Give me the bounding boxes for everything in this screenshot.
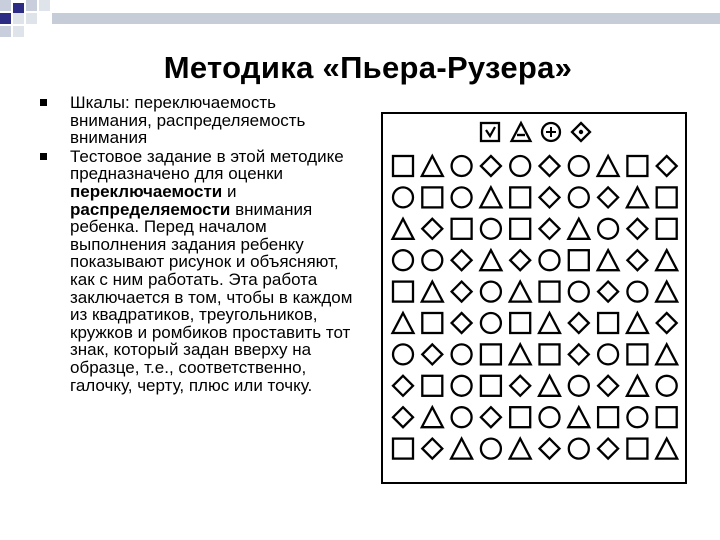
square-shape [627, 439, 647, 459]
bullet-square-icon [40, 153, 47, 160]
bullet-text-part: и [222, 181, 237, 201]
circle-shape [510, 156, 530, 176]
square-shape [422, 313, 442, 333]
shape-row [393, 313, 677, 333]
square-shape [627, 156, 647, 176]
bullet-item-scales [40, 94, 358, 147]
diamond-shape [598, 376, 618, 396]
triangle-shape [539, 376, 560, 396]
circle-shape [393, 250, 413, 270]
circle-shape [481, 219, 501, 239]
square-shape [393, 439, 413, 459]
diamond-shape [510, 250, 530, 270]
triangle-shape [512, 123, 531, 141]
square-shape [481, 344, 501, 364]
square-shape [540, 344, 560, 364]
square-shape [393, 156, 413, 176]
diamond-with-dot-icon [572, 123, 590, 141]
square-with-check-icon [481, 123, 499, 141]
shape-row [393, 156, 677, 176]
triangle-shape [568, 407, 589, 427]
circle-shape [481, 282, 501, 302]
square-shape [598, 407, 618, 427]
circle-shape [627, 407, 647, 427]
circle-shape [481, 439, 501, 459]
triangle-shape [422, 156, 443, 176]
square-shape [657, 187, 677, 207]
triangle-shape [656, 439, 677, 459]
circle-shape [569, 282, 589, 302]
diamond-shape [540, 156, 560, 176]
shape-row [393, 187, 677, 207]
square-shape [422, 376, 442, 396]
triangle-shape [627, 187, 648, 207]
circle-shape [393, 187, 413, 207]
diamond-shape [569, 344, 589, 364]
bold-term-switching: переключаемости [70, 181, 223, 201]
diamond-shape [481, 407, 501, 427]
corner-decoration [0, 0, 720, 40]
triangle-shape [656, 282, 677, 302]
shape-row [393, 376, 677, 396]
diamond-shape [627, 250, 647, 270]
triangle-shape [480, 250, 501, 270]
diamond-shape [510, 376, 530, 396]
square-shape [481, 376, 501, 396]
square-shape [510, 313, 530, 333]
triangle-shape [393, 313, 414, 333]
diamond-shape [657, 313, 677, 333]
diamond-shape [540, 219, 560, 239]
triangle-shape [568, 219, 589, 239]
bullet-text-part: Тестовое задание в этой методике предназначено для оценки [70, 146, 344, 184]
circle-shape [452, 344, 472, 364]
circle-shape [452, 187, 472, 207]
shape-row [393, 439, 677, 459]
triangle-shape [422, 407, 443, 427]
circle-with-plus-icon [542, 123, 560, 141]
sample-icons [481, 123, 590, 141]
triangle-shape [451, 439, 472, 459]
triangle-shape [656, 344, 677, 364]
triangle-shape [598, 156, 619, 176]
circle-shape [569, 376, 589, 396]
bullet-text: Шкалы: переключаемость внимания, распределяемость внимания [70, 93, 306, 148]
shape-row [393, 282, 677, 302]
triangle-shape [422, 282, 443, 302]
bullet-square-icon [40, 99, 47, 106]
square-shape [657, 219, 677, 239]
diamond-shape [481, 156, 501, 176]
diamond-shape [393, 376, 413, 396]
bullet-item-task [40, 148, 358, 394]
bold-term-distribution: распределяемости [70, 199, 231, 219]
circle-shape [422, 250, 442, 270]
shape-row [393, 219, 677, 239]
triangle-shape [627, 313, 648, 333]
circle-shape [481, 313, 501, 333]
diamond-shape [452, 313, 472, 333]
circle-shape [627, 282, 647, 302]
square-shape [452, 219, 472, 239]
diamond-shape [627, 219, 647, 239]
triangle-shape [627, 376, 648, 396]
triangle-with-dash-icon [512, 123, 531, 141]
square-shape [510, 407, 530, 427]
circle-shape [598, 344, 618, 364]
diamond-shape [393, 407, 413, 427]
shape-grid [393, 156, 678, 459]
circle-shape [393, 344, 413, 364]
square-shape [510, 219, 530, 239]
diamond-shape [657, 156, 677, 176]
test-figure [381, 112, 687, 484]
circle-shape [598, 219, 618, 239]
circle-shape [540, 250, 560, 270]
diamond-shape [598, 282, 618, 302]
square-shape [393, 282, 413, 302]
diamond-shape [452, 282, 472, 302]
square-shape [627, 344, 647, 364]
circle-shape [452, 407, 472, 427]
diamond-shape [452, 250, 472, 270]
triangle-shape [480, 187, 501, 207]
triangle-shape [539, 313, 560, 333]
circle-shape [657, 376, 677, 396]
triangle-shape [656, 250, 677, 270]
diamond-shape [422, 219, 442, 239]
triangle-shape [510, 282, 531, 302]
diamond-shape [598, 187, 618, 207]
diamond-shape [540, 439, 560, 459]
square-shape [422, 187, 442, 207]
square-shape [510, 187, 530, 207]
circle-shape [569, 156, 589, 176]
square-shape [598, 313, 618, 333]
triangle-shape [393, 219, 414, 239]
circle-shape [452, 156, 472, 176]
square-shape [569, 250, 589, 270]
diamond-shape [422, 344, 442, 364]
square-shape [481, 123, 499, 141]
square-shape [540, 282, 560, 302]
circle-shape [540, 407, 560, 427]
triangle-shape [598, 250, 619, 270]
circle-shape [452, 376, 472, 396]
diamond-shape [569, 313, 589, 333]
diamond-shape [540, 187, 560, 207]
slide-title: Методика «Пьера-Рузера» [163, 50, 573, 85]
circle-shape [569, 439, 589, 459]
bullet-text-part: внимания ребенка. Перед началом выполнения задания ребенку показывают рисунок и объясняют, как с ним работать. Эта работа заключается в том, чтобы в каждом из квадратиков, треугольников, кружков и ромбиков проставить тот знак, который задан вверху на образце, т.е., соответственно, галочку, черту, плюс или точку. [70, 199, 353, 395]
triangle-shape [510, 344, 531, 364]
shape-row [393, 250, 677, 270]
diamond-shape [422, 439, 442, 459]
circle-shape [569, 187, 589, 207]
shape-row [393, 407, 677, 427]
square-shape [657, 407, 677, 427]
bullet-list [40, 94, 358, 395]
diamond-shape [598, 439, 618, 459]
shape-row [393, 344, 677, 364]
triangle-shape [510, 439, 531, 459]
